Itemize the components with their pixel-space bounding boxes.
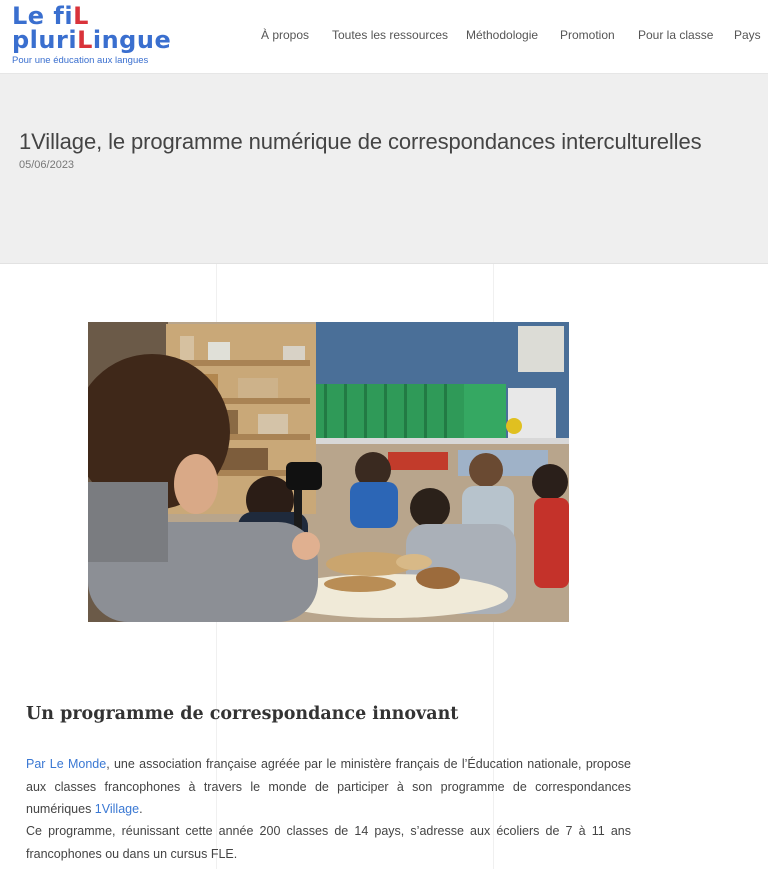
page-hero [0, 74, 768, 264]
logo-line-1: Le fiL [12, 2, 89, 30]
nav-item-promotion[interactable]: Promotion [560, 28, 615, 42]
nav-item-a-propos[interactable]: À propos [261, 28, 310, 42]
page-title: 1Village, le programme numérique de correspondances interculturelles [19, 129, 702, 154]
post-date: 05/06/2023 [19, 159, 75, 171]
nav-item-methodologie[interactable]: Méthodologie [466, 28, 539, 42]
1village-link[interactable]: 1Village [94, 802, 140, 816]
article-paragraph: Par Le Monde, une association française agréée par le ministère français de l’Éducation nationale, propose aux classes francophones à travers le monde de participer à son programme de correspondances numériques 1Village. [26, 757, 631, 816]
nav-item-pour-la-classe[interactable]: Pour la classe [638, 28, 714, 42]
main-nav [0, 28, 768, 44]
article-photo [88, 322, 569, 622]
nav-item-toutes-les-ressources[interactable]: Toutes les ressources [332, 28, 449, 42]
article-paragraph: Ce programme, réunissant cette année 200 classes de 14 pays, s’adresse aux écoliers de 7 à 11 ans francophones ou dans un cursus FLE. [26, 824, 631, 861]
logo-tagline: Pour une éducation aux langues [12, 55, 149, 66]
site-header [0, 0, 768, 74]
logo-line-2: pluriLingue [12, 26, 172, 54]
nav-item-pays[interactable]: Pays [734, 28, 761, 42]
section-heading: Un programme de correspondance innovant [26, 704, 459, 724]
par-le-monde-link[interactable]: Par Le Monde [26, 757, 107, 771]
